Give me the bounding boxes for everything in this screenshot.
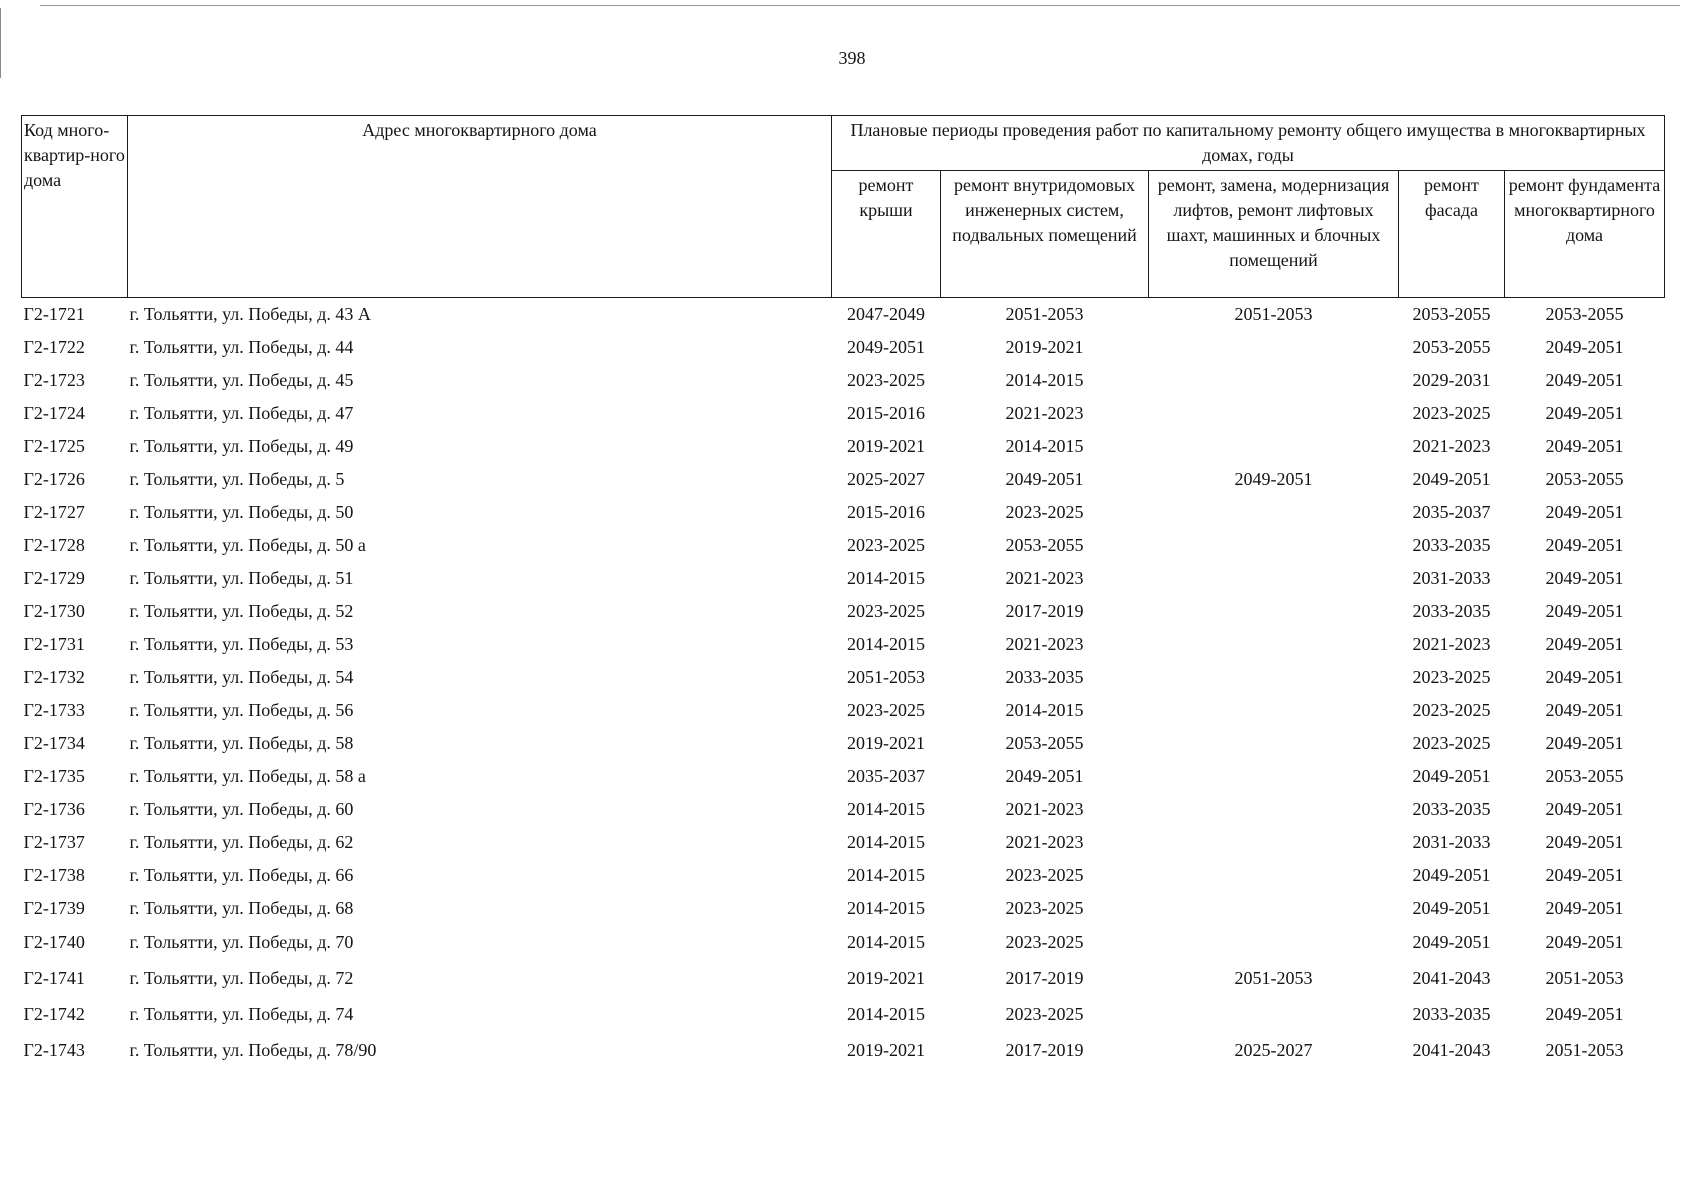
foundation-period-cell: 2049-2051	[1545, 336, 1624, 357]
address-cell: г. Тольятти, ул. Победы, д. 56	[129, 699, 354, 720]
header-code: Код много-квартир-ного дома	[22, 116, 128, 298]
facade-period-cell: 2049-2051	[1412, 932, 1491, 952]
header-periods-group: Плановые периоды проведения работ по капитальному ремонту общего имущества в многоквартирных домах, годы	[832, 116, 1665, 171]
roof-period-cell: 2014-2015	[847, 567, 925, 588]
elevators-period-cell: 2025-2027	[1234, 1040, 1313, 1060]
foundation-period-cell: 2049-2051	[1545, 402, 1624, 423]
facade-period-cell: 2033-2035	[1412, 1004, 1491, 1024]
roof-period-cell: 2014-2015	[847, 798, 925, 819]
address-cell: г. Тольятти, ул. Победы, д. 50 а	[129, 534, 366, 555]
table-row	[22, 793, 1665, 826]
roof-period-cell: 2019-2021	[847, 435, 925, 456]
address-cell: г. Тольятти, ул. Победы, д. 66	[129, 864, 354, 885]
engineering-period-cell: 2053-2055	[1005, 534, 1084, 555]
table-row	[22, 826, 1665, 859]
address-cell: г. Тольятти, ул. Победы, д. 68	[129, 897, 354, 918]
facade-period-cell: 2033-2035	[1412, 798, 1491, 819]
address-cell: г. Тольятти, ул. Победы, д. 5	[129, 468, 345, 489]
engineering-period-cell: 2023-2025	[1005, 1004, 1084, 1024]
roof-period-cell: 2051-2053	[847, 666, 925, 687]
facade-period-cell: 2029-2031	[1412, 369, 1491, 390]
house-code-cell: Г2-1721	[23, 303, 85, 324]
roof-period-cell: 2023-2025	[847, 369, 925, 390]
foundation-period-cell: 2051-2053	[1545, 1040, 1624, 1060]
address-cell: г. Тольятти, ул. Победы, д. 60	[129, 798, 354, 819]
address-cell: г. Тольятти, ул. Победы, д. 52	[129, 600, 354, 621]
foundation-period-cell: 2053-2055	[1545, 303, 1624, 324]
roof-period-cell: 2014-2015	[847, 897, 925, 918]
house-code-cell: Г2-1723	[23, 369, 85, 390]
address-cell: г. Тольятти, ул. Победы, д. 74	[129, 1004, 354, 1024]
facade-period-cell: 2031-2033	[1412, 831, 1491, 852]
table-row	[22, 859, 1665, 892]
table-row	[22, 463, 1665, 496]
house-code-cell: Г2-1724	[23, 402, 85, 423]
engineering-period-cell: 2021-2023	[1005, 798, 1084, 819]
house-code-cell: Г2-1742	[23, 1004, 85, 1024]
elevators-period-cell	[1149, 997, 1399, 1033]
address-cell: г. Тольятти, ул. Победы, д. 50	[129, 501, 354, 522]
table-row	[22, 298, 1665, 331]
foundation-period-cell: 2049-2051	[1545, 501, 1624, 522]
engineering-period-cell: 2021-2023	[1005, 567, 1084, 588]
foundation-period-cell: 2051-2053	[1545, 968, 1624, 988]
engineering-period-cell: 2049-2051	[1005, 468, 1084, 489]
roof-period-cell: 2035-2037	[847, 765, 925, 786]
top-scan-rule	[40, 5, 1680, 6]
elevators-period-cell	[1149, 397, 1399, 430]
facade-period-cell: 2049-2051	[1412, 897, 1491, 918]
facade-period-cell: 2033-2035	[1412, 600, 1491, 621]
engineering-period-cell: 2049-2051	[1005, 765, 1084, 786]
elevators-period-cell	[1149, 331, 1399, 364]
foundation-period-cell: 2053-2055	[1545, 468, 1624, 489]
address-cell: г. Тольятти, ул. Победы, д. 49	[129, 435, 354, 456]
house-code-cell: Г2-1736	[23, 798, 85, 819]
roof-period-cell: 2014-2015	[847, 1004, 925, 1024]
engineering-period-cell: 2017-2019	[1005, 600, 1084, 621]
elevators-period-cell	[1149, 628, 1399, 661]
engineering-period-cell: 2021-2023	[1005, 831, 1084, 852]
table-row	[22, 430, 1665, 463]
table-body	[22, 298, 1665, 1069]
roof-period-cell: 2014-2015	[847, 633, 925, 654]
house-code-cell: Г2-1733	[23, 699, 85, 720]
page-number: 398	[838, 48, 866, 68]
house-code-cell: Г2-1728	[23, 534, 85, 555]
house-code-cell: Г2-1727	[23, 501, 85, 522]
engineering-period-cell: 2033-2035	[1005, 666, 1084, 687]
table-row	[22, 595, 1665, 628]
address-cell: г. Тольятти, ул. Победы, д. 58	[129, 732, 354, 753]
address-cell: г. Тольятти, ул. Победы, д. 62	[129, 831, 354, 852]
foundation-period-cell: 2049-2051	[1545, 932, 1624, 952]
foundation-period-cell: 2049-2051	[1545, 369, 1624, 390]
facade-period-cell: 2023-2025	[1412, 666, 1491, 687]
roof-period-cell: 2014-2015	[847, 932, 925, 952]
foundation-period-cell: 2049-2051	[1545, 633, 1624, 654]
engineering-period-cell: 2021-2023	[1005, 633, 1084, 654]
table-row	[22, 529, 1665, 562]
engineering-period-cell: 2023-2025	[1005, 864, 1084, 885]
table-row	[22, 397, 1665, 430]
elevators-period-cell: 2051-2053	[1234, 968, 1313, 988]
foundation-period-cell: 2053-2055	[1545, 765, 1624, 786]
address-cell: г. Тольятти, ул. Победы, д. 45	[129, 369, 354, 390]
engineering-period-cell: 2019-2021	[1005, 336, 1084, 357]
capital-repair-table	[21, 115, 1665, 1069]
foundation-period-cell: 2049-2051	[1545, 567, 1624, 588]
table-row	[22, 760, 1665, 793]
house-code-cell: Г2-1743	[23, 1040, 85, 1060]
facade-period-cell: 2023-2025	[1412, 732, 1491, 753]
engineering-period-cell: 2051-2053	[1005, 303, 1084, 324]
engineering-period-cell: 2053-2055	[1005, 732, 1084, 753]
roof-period-cell: 2047-2049	[847, 303, 925, 324]
table-row	[22, 925, 1665, 961]
roof-period-cell: 2015-2016	[847, 501, 925, 522]
elevators-period-cell	[1149, 595, 1399, 628]
house-code-cell: Г2-1735	[23, 765, 85, 786]
elevators-period-cell	[1149, 496, 1399, 529]
address-cell: г. Тольятти, ул. Победы, д. 51	[129, 567, 354, 588]
facade-period-cell: 2033-2035	[1412, 534, 1491, 555]
elevators-period-cell	[1149, 859, 1399, 892]
table-row	[22, 562, 1665, 595]
engineering-period-cell: 2014-2015	[1005, 435, 1084, 456]
house-code-cell: Г2-1731	[23, 633, 85, 654]
elevators-period-cell	[1149, 925, 1399, 961]
address-cell: г. Тольятти, ул. Победы, д. 44	[129, 336, 354, 357]
foundation-period-cell: 2049-2051	[1545, 435, 1624, 456]
house-code-cell: Г2-1739	[23, 897, 85, 918]
foundation-period-cell: 2049-2051	[1545, 798, 1624, 819]
table-row	[22, 892, 1665, 925]
facade-period-cell: 2021-2023	[1412, 435, 1491, 456]
address-cell: г. Тольятти, ул. Победы, д. 70	[129, 932, 354, 952]
elevators-period-cell: 2051-2053	[1234, 303, 1313, 324]
address-cell: г. Тольятти, ул. Победы, д. 78/90	[129, 1040, 377, 1060]
engineering-period-cell: 2023-2025	[1005, 897, 1084, 918]
roof-period-cell: 2049-2051	[847, 336, 925, 357]
facade-period-cell: 2021-2023	[1412, 633, 1491, 654]
roof-period-cell: 2014-2015	[847, 831, 925, 852]
table-row	[22, 628, 1665, 661]
header-elevators: ремонт, замена, модернизация лифтов, ремонт лифтовых шахт, машинных и блочных помещений	[1149, 171, 1399, 298]
house-code-cell: Г2-1726	[23, 468, 85, 489]
table-row	[22, 727, 1665, 760]
roof-period-cell: 2019-2021	[847, 968, 925, 988]
facade-period-cell: 2049-2051	[1412, 468, 1491, 489]
table-row	[22, 694, 1665, 727]
facade-period-cell: 2049-2051	[1412, 765, 1491, 786]
house-code-cell: Г2-1737	[23, 831, 85, 852]
header-facade: ремонт фасада	[1399, 171, 1505, 298]
facade-period-cell: 2035-2037	[1412, 501, 1491, 522]
elevators-period-cell: 2049-2051	[1234, 468, 1313, 489]
elevators-period-cell	[1149, 892, 1399, 925]
roof-period-cell: 2023-2025	[847, 534, 925, 555]
elevators-period-cell	[1149, 793, 1399, 826]
engineering-period-cell: 2017-2019	[1005, 1040, 1084, 1060]
foundation-period-cell: 2049-2051	[1545, 666, 1624, 687]
header-roof: ремонт крыши	[832, 171, 941, 298]
foundation-period-cell: 2049-2051	[1545, 600, 1624, 621]
house-code-cell: Г2-1741	[23, 968, 85, 988]
elevators-period-cell	[1149, 562, 1399, 595]
house-code-cell: Г2-1732	[23, 666, 85, 687]
table-row	[22, 997, 1665, 1033]
table-row	[22, 661, 1665, 694]
elevators-period-cell	[1149, 364, 1399, 397]
house-code-cell: Г2-1729	[23, 567, 85, 588]
engineering-period-cell: 2014-2015	[1005, 369, 1084, 390]
foundation-period-cell: 2049-2051	[1545, 534, 1624, 555]
table-header	[22, 116, 1665, 298]
roof-period-cell: 2019-2021	[847, 732, 925, 753]
facade-period-cell: 2041-2043	[1412, 968, 1491, 988]
engineering-period-cell: 2014-2015	[1005, 699, 1084, 720]
table-row	[22, 1033, 1665, 1069]
house-code-cell: Г2-1738	[23, 864, 85, 885]
elevators-period-cell	[1149, 529, 1399, 562]
facade-period-cell: 2023-2025	[1412, 699, 1491, 720]
table-row	[22, 331, 1665, 364]
header-address: Адрес многоквартирного дома	[128, 116, 832, 298]
facade-period-cell: 2053-2055	[1412, 303, 1491, 324]
engineering-period-cell: 2023-2025	[1005, 932, 1084, 952]
roof-period-cell: 2023-2025	[847, 699, 925, 720]
elevators-period-cell	[1149, 430, 1399, 463]
header-engineering: ремонт внутридомовых инженерных систем, подвальных помещений	[941, 171, 1149, 298]
table-row	[22, 496, 1665, 529]
facade-period-cell: 2041-2043	[1412, 1040, 1491, 1060]
foundation-period-cell: 2049-2051	[1545, 831, 1624, 852]
elevators-period-cell	[1149, 694, 1399, 727]
engineering-period-cell: 2023-2025	[1005, 501, 1084, 522]
facade-period-cell: 2023-2025	[1412, 402, 1491, 423]
roof-period-cell: 2015-2016	[847, 402, 925, 423]
roof-period-cell: 2019-2021	[847, 1040, 925, 1060]
elevators-period-cell	[1149, 661, 1399, 694]
foundation-period-cell: 2049-2051	[1545, 864, 1624, 885]
address-cell: г. Тольятти, ул. Победы, д. 53	[129, 633, 354, 654]
engineering-period-cell: 2017-2019	[1005, 968, 1084, 988]
foundation-period-cell: 2049-2051	[1545, 1004, 1624, 1024]
facade-period-cell: 2031-2033	[1412, 567, 1491, 588]
elevators-period-cell	[1149, 760, 1399, 793]
address-cell: г. Тольятти, ул. Победы, д. 58 а	[129, 765, 366, 786]
facade-period-cell: 2049-2051	[1412, 864, 1491, 885]
house-code-cell: Г2-1725	[23, 435, 85, 456]
roof-period-cell: 2014-2015	[847, 864, 925, 885]
address-cell: г. Тольятти, ул. Победы, д. 54	[129, 666, 354, 687]
foundation-period-cell: 2049-2051	[1545, 699, 1624, 720]
address-cell: г. Тольятти, ул. Победы, д. 72	[129, 968, 354, 988]
elevators-period-cell	[1149, 727, 1399, 760]
foundation-period-cell: 2049-2051	[1545, 732, 1624, 753]
engineering-period-cell: 2021-2023	[1005, 402, 1084, 423]
house-code-cell: Г2-1734	[23, 732, 85, 753]
foundation-period-cell: 2049-2051	[1545, 897, 1624, 918]
roof-period-cell: 2025-2027	[847, 468, 925, 489]
house-code-cell: Г2-1730	[23, 600, 85, 621]
address-cell: г. Тольятти, ул. Победы, д. 43 А	[129, 303, 371, 324]
address-cell: г. Тольятти, ул. Победы, д. 47	[129, 402, 354, 423]
header-foundation: ремонт фундамента многоквартирного дома	[1505, 171, 1665, 298]
house-code-cell: Г2-1722	[23, 336, 85, 357]
house-code-cell: Г2-1740	[23, 932, 85, 952]
table-row	[22, 364, 1665, 397]
roof-period-cell: 2023-2025	[847, 600, 925, 621]
elevators-period-cell	[1149, 826, 1399, 859]
facade-period-cell: 2053-2055	[1412, 336, 1491, 357]
table-row	[22, 961, 1665, 997]
